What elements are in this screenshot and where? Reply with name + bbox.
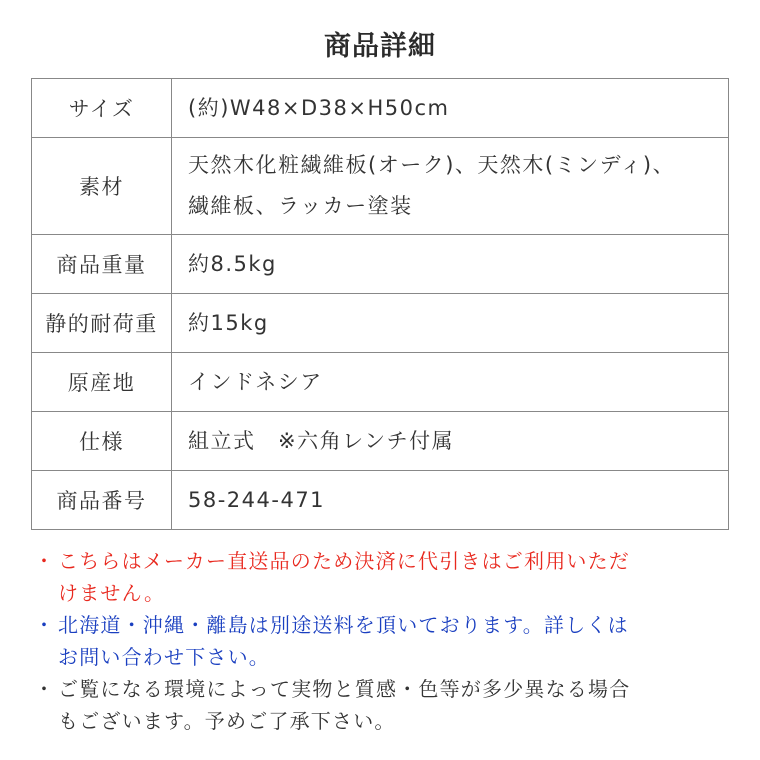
note-line: けません。 xyxy=(58,581,166,605)
product-spec-table xyxy=(31,78,729,530)
table-row-origin xyxy=(32,353,729,412)
note-line: お問い合わせ下さい。 xyxy=(58,645,270,669)
spec-label: サイズ xyxy=(32,79,172,138)
spec-value-line: 繊維板、ラッカー塗装 xyxy=(188,194,413,218)
note-color-difference xyxy=(34,673,734,737)
spec-label: 静的耐荷重 xyxy=(32,294,172,353)
spec-label: 素材 xyxy=(32,138,172,235)
spec-value: 58-244-471 xyxy=(172,471,729,530)
spec-label: 商品番号 xyxy=(32,471,172,530)
note-line: ご覧になる環境によって実物と質感・色等が多少異なる場合 xyxy=(58,677,631,701)
page-title: 商品詳細 xyxy=(324,31,436,62)
table-row-specification xyxy=(32,412,729,471)
table-row-product-number xyxy=(32,471,729,530)
spec-value xyxy=(172,138,729,235)
note-direct-shipping xyxy=(34,545,734,609)
spec-label: 仕様 xyxy=(32,412,172,471)
bullet: ・ xyxy=(34,677,56,701)
spec-label: 原産地 xyxy=(32,353,172,412)
notes-list xyxy=(34,545,734,737)
spec-value-line: 天然木化粧繊維板(オーク)、天然木(ミンディ)、 xyxy=(188,153,676,177)
table-row-material xyxy=(32,138,729,235)
bullet: ・ xyxy=(34,549,56,573)
spec-value: 約8.5kg xyxy=(172,235,729,294)
note-shipping-fee xyxy=(34,609,734,673)
bullet: ・ xyxy=(34,613,56,637)
note-line: こちらはメーカー直送品のため決済に代引きはご利用いただ xyxy=(58,549,630,573)
note-line: 北海道・沖縄・離島は別途送料を頂いております。詳しくは xyxy=(58,613,629,637)
spec-value: (約)W48×D38×H50cm xyxy=(172,79,729,138)
table-row-weight xyxy=(32,235,729,294)
note-line: もございます。予めご了承下さい。 xyxy=(58,709,396,733)
spec-value: 組立式 ※六角レンチ付属 xyxy=(172,412,729,471)
table-row-load-capacity xyxy=(32,294,729,353)
spec-value: インドネシア xyxy=(172,353,729,412)
table-row-size xyxy=(32,79,729,138)
spec-label: 商品重量 xyxy=(32,235,172,294)
spec-value: 約15kg xyxy=(172,294,729,353)
